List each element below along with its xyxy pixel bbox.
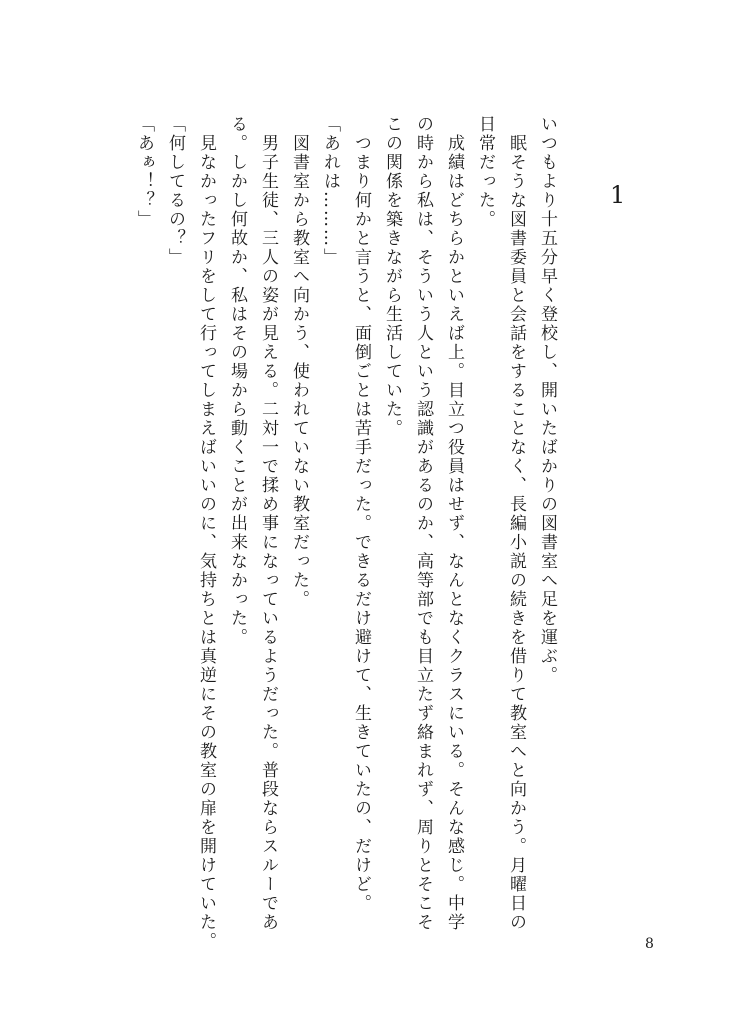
- text-line: この関係を築きながら生活していた。: [382, 115, 402, 438]
- text-line: 「あぁ！？」: [134, 115, 154, 229]
- text-line: つまり何かと言うと、面倒ごとは苦手だった。できるだけ避けて、生きていたの、だけど。: [351, 115, 371, 913]
- text-line: 眠そうな図書委員と会話をすることなく、長編小説の続きを借りて教室へと向かう。月曜日の: [506, 115, 526, 932]
- text-line: の時から私は、そういう人という認識があるのか、高等部でも目立たず絡まれず、周りとそこそ: [413, 115, 433, 932]
- page-number: 8: [645, 936, 654, 952]
- text-line: 図書室から教室へ向かう、使われていない教室だった。: [289, 115, 309, 609]
- text-line: 日常だった。: [475, 115, 495, 229]
- text-line: 「あれは………」: [320, 115, 340, 267]
- body-text: [128, 115, 562, 951]
- chapter-number: 1: [610, 181, 626, 209]
- text-line: 見なかったフリをして行ってしまえばいいのに、気持ちとは真逆にその教室の扉を開けていた。: [196, 115, 216, 951]
- text-line: る。しかし何故か、私はその場から動くことが出来なかった。: [227, 115, 247, 647]
- text-line: 「何してるの？」: [165, 115, 185, 267]
- text-line: 成績はどちらかといえば上。目立つ役員はせず、なんとなくクラスにいる。そんな感じ。中学: [444, 115, 464, 932]
- text-line: いつもより十五分早く登校し、開いたばかりの図書室へ足を運ぶ。: [537, 115, 557, 685]
- text-line: 男子生徒、三人の姿が見える。二対一で揉め事になっているようだった。普段ならスルーであ: [258, 115, 278, 932]
